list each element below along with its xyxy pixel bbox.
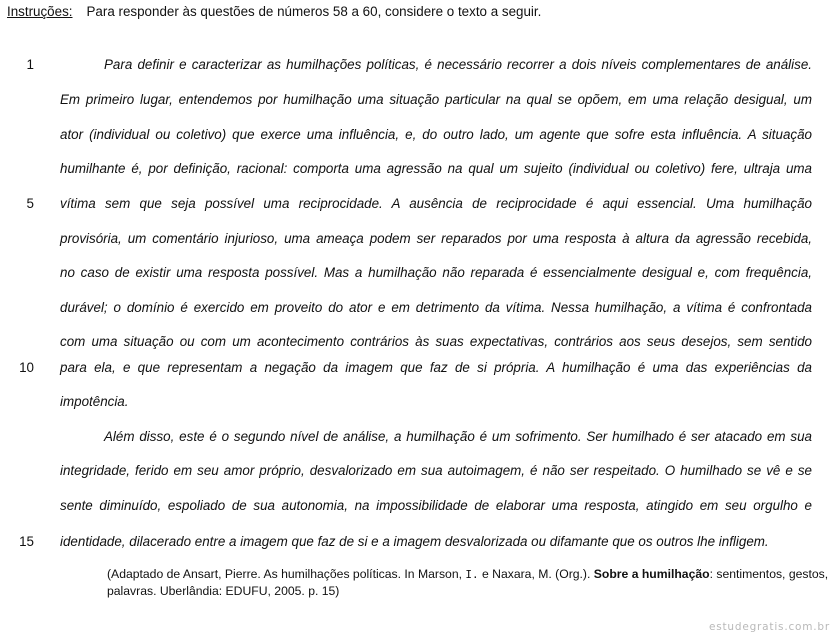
instructions-text: Para responder às questões de números 58 a 60, considere o texto a seguir. bbox=[86, 4, 542, 19]
passage-line: sente diminuído, espoliado de sua autonomia, na impossibilidade de elaborar uma resposta, atingido em seu orgulho e bbox=[60, 498, 812, 513]
citation-book-title: Sobre a humilhação bbox=[593, 567, 710, 581]
passage-line: com uma situação ou com um acontecimento contrários às suas expectativas, contrários aos seus desejos, sem sentido bbox=[60, 334, 812, 349]
citation-suffix: : sentimentos, gestos, palavras. Uberlândia: EDUFU, 2005. p. 15) bbox=[107, 567, 829, 598]
passage-line: identidade, dilacerado entre a imagem que faz de si e a imagem desvalorizada ou difamante que os outros lhe infligem. bbox=[60, 534, 769, 549]
passage-line: humilhante é, por definição, racional: comporta uma agressão na qual um sujeito (individual ou coletivo) fere, ultraja uma bbox=[60, 161, 812, 176]
passage-line: ator (individual ou coletivo) que exerce uma influência, e, do outro lado, um agente que sofre esta influência. A situação bbox=[60, 127, 812, 142]
source-citation bbox=[107, 566, 831, 599]
citation-prefix: (Adaptado de Ansart, Pierre. As humilhações políticas. In Marson, bbox=[107, 567, 466, 581]
line-number-5: 5 bbox=[26, 196, 34, 211]
line-number-1: 1 bbox=[26, 57, 34, 72]
passage-line: para ela, e que representam a negação da imagem que faz de si própria. A humilhação é uma das experiências da bbox=[60, 360, 812, 375]
site-watermark: estudegratis.com.br bbox=[708, 621, 830, 633]
line-number-10: 10 bbox=[19, 360, 34, 375]
passage-line: provisória, um comentário injurioso, uma ameaça podem ser reparados por uma resposta à altura da agressão recebida, bbox=[60, 231, 812, 246]
passage-line: Em primeiro lugar, entendemos por humilhação uma situação particular na qual se opõem, em uma relação desigual, um bbox=[60, 92, 812, 107]
passage-line: Para definir e caracterizar as humilhações políticas, é necessário recorrer a dois níveis complementares de análise. bbox=[104, 57, 812, 72]
citation-initial: I. bbox=[465, 568, 479, 581]
passage-line: no caso de existir uma resposta possível. Mas a humilhação não reparada é essencialmente desigual e, com frequência, bbox=[60, 265, 812, 280]
passage-line: impotência. bbox=[60, 394, 129, 409]
instructions-label: Instruções: bbox=[7, 4, 73, 19]
instructions-header bbox=[7, 4, 541, 19]
passage-line: integridade, ferido em seu amor próprio, desvalorizado em sua autoimagem, é não ser respeitado. O humilhado se vê e se bbox=[60, 463, 812, 478]
citation-middle: e Naxara, M. (Org.). bbox=[478, 567, 594, 581]
passage-line: vítima sem que seja possível uma reciprocidade. A ausência de reciprocidade é aqui essencial. Uma humilhação bbox=[60, 196, 812, 211]
line-number-15: 15 bbox=[19, 534, 34, 549]
passage-line: Além disso, este é o segundo nível de análise, a humilhação é um sofrimento. Ser humilhado é ser atacado em sua bbox=[104, 429, 812, 444]
passage-line: durável; o domínio é exercido em proveito do ator e em detrimento da vítima. Nessa humilhação, a vítima é confrontada bbox=[60, 300, 812, 315]
